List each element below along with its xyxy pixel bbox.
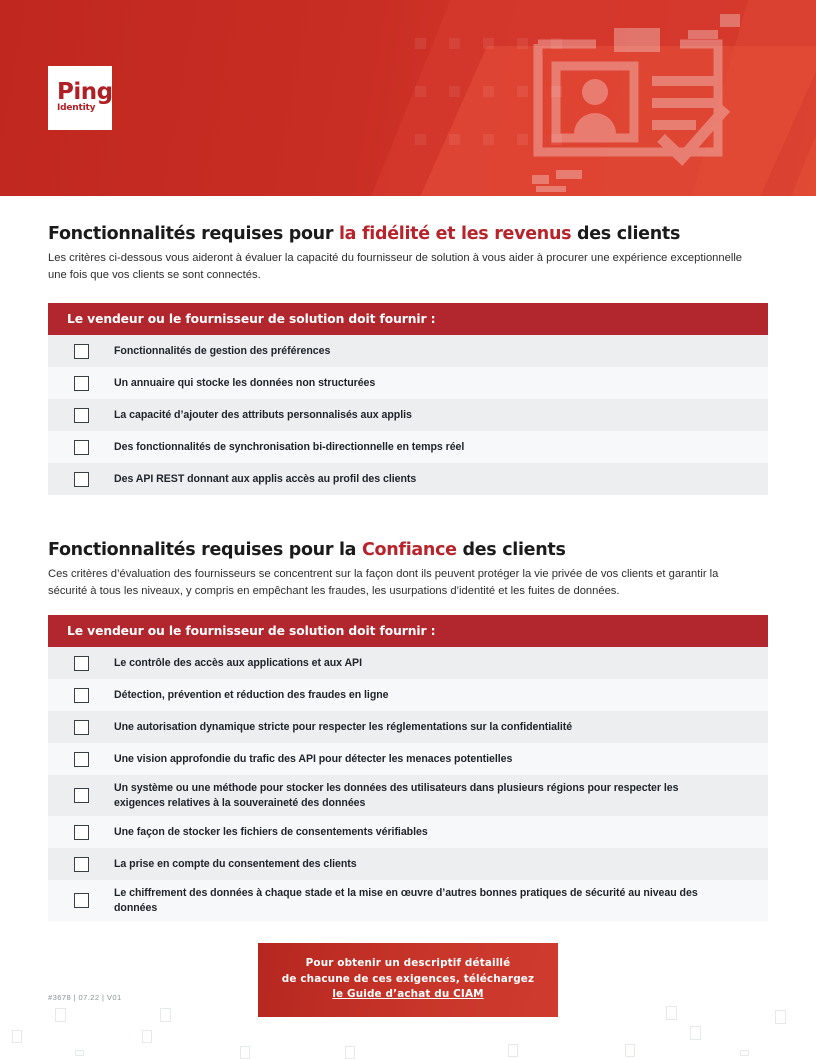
table-body-1: [48, 335, 768, 495]
decorative-square: [75, 1050, 84, 1056]
table-row[interactable]: [48, 367, 768, 399]
requirement-label: Une façon de stocker les fichiers de consentements vérifiables: [114, 825, 428, 838]
requirement-label: Détection, prévention et réduction des fraudes en ligne: [114, 688, 389, 701]
banner-dot: [415, 134, 426, 145]
checkbox-icon[interactable]: [74, 788, 89, 803]
ciam-guide-link[interactable]: le Guide d’achat du CIAM: [332, 988, 484, 1000]
checkbox-icon[interactable]: [74, 472, 89, 487]
table-row[interactable]: [48, 775, 768, 816]
section-heading: [48, 223, 768, 245]
checkbox-cell[interactable]: [48, 344, 114, 359]
table-header-1: Le vendeur ou le fournisseur de solution doit fournir :: [48, 303, 768, 335]
checkbox-cell[interactable]: [48, 688, 114, 703]
cta-line-1: Pour obtenir un descriptif détaillé: [305, 957, 511, 969]
table-row[interactable]: [48, 431, 768, 463]
section-heading-post: des clients: [456, 540, 566, 560]
table-row[interactable]: [48, 711, 768, 743]
banner-dot: [517, 86, 528, 97]
checkbox-icon[interactable]: [74, 720, 89, 735]
banner-dot: [483, 86, 494, 97]
banner-dot: [483, 134, 494, 145]
section-heading: [48, 539, 768, 561]
requirements-table-1: [48, 303, 768, 495]
requirement-label: Un système ou une méthode pour stocker les données des utilisateurs dans plusieurs régions pour respecter les exigences relatives à la souveraineté des données: [114, 782, 679, 809]
ping-identity-logo: [48, 66, 112, 130]
section-heading-post: des clients: [571, 224, 681, 244]
table-row[interactable]: [48, 880, 768, 921]
requirement-label: Le chiffrement des données à chaque stade et la mise en œuvre d’autres bonnes pratiques de sécurité au niveau des données: [114, 887, 698, 914]
document-code: #3678 | 07.22 | V01: [48, 993, 122, 1002]
decorative-square: [625, 1044, 635, 1057]
section-description: Les critères ci-dessous vous aideront à évaluer la capacité du fournisseur de solution à vous aider à procurer une expérience exceptionnelle une fois que vos clients se sont connectés.: [48, 252, 743, 281]
logo-wordmark: Ping: [57, 79, 113, 105]
checkbox-cell[interactable]: [48, 825, 114, 840]
checkbox-icon[interactable]: [74, 344, 89, 359]
logo-subwordmark: Identity: [57, 103, 96, 113]
checkbox-icon[interactable]: [74, 825, 89, 840]
section-loyalty-revenue: [48, 223, 768, 495]
banner-dot: [449, 134, 460, 145]
table-row[interactable]: [48, 335, 768, 367]
requirement-label: La capacité d’ajouter des attributs personnalisés aux applis: [114, 408, 412, 421]
cta-box[interactable]: [258, 943, 558, 1017]
requirement-label: Une vision approfondie du trafic des API pour détecter les menaces potentielles: [114, 752, 513, 765]
section-description: Ces critères d’évaluation des fournisseurs se concentrent sur la façon dont ils peuvent protéger la vie privée de vos clients et garantir la sécurité à tous les niveaux, y compris en empêchant les fraudes, les usurpations d’identité et les fuites de données.: [48, 568, 719, 597]
banner-dot: [449, 86, 460, 97]
cta-line-2: de chacune de ces exigences, téléchargez: [281, 972, 535, 985]
checkbox-cell[interactable]: [48, 472, 114, 487]
banner-dot: [415, 38, 426, 49]
checkbox-cell[interactable]: [48, 788, 114, 803]
decorative-square: [142, 1030, 152, 1043]
header-banner: [0, 0, 816, 196]
table-row[interactable]: [48, 816, 768, 848]
table-row[interactable]: [48, 463, 768, 495]
checkbox-cell[interactable]: [48, 720, 114, 735]
requirement-label: Le contrôle des accès aux applications et aux API: [114, 656, 362, 669]
requirement-label: Des fonctionnalités de synchronisation bi-directionnelle en temps réel: [114, 440, 465, 453]
checkbox-icon[interactable]: [74, 376, 89, 391]
requirement-label: Fonctionnalités de gestion des préférences: [114, 344, 331, 357]
section-heading-highlight: la fidélité et les revenus: [338, 224, 572, 244]
checkbox-cell[interactable]: [48, 893, 114, 908]
checkbox-icon[interactable]: [74, 408, 89, 423]
table-row[interactable]: [48, 647, 768, 679]
table-row[interactable]: [48, 399, 768, 431]
checkbox-cell[interactable]: [48, 857, 114, 872]
checkbox-icon[interactable]: [74, 440, 89, 455]
requirement-label: Un annuaire qui stocke les données non structurées: [114, 376, 376, 389]
section-heading-pre: Fonctionnalités requises pour: [48, 224, 339, 244]
checkbox-icon[interactable]: [74, 688, 89, 703]
requirements-table-2: [48, 615, 768, 921]
id-card-check-icon: [530, 12, 798, 192]
decorative-square: [12, 1030, 22, 1043]
decorative-square: [740, 1050, 749, 1056]
decorative-square: [345, 1046, 355, 1059]
requirement-label: La prise en compte du consentement des clients: [114, 857, 357, 870]
section-heading-highlight: Confiance: [361, 540, 457, 560]
decorative-square: [690, 1026, 701, 1040]
section-heading-pre: Fonctionnalités requises pour la: [48, 540, 362, 560]
table-row[interactable]: [48, 848, 768, 880]
banner-dot: [483, 38, 494, 49]
table-header-2: Le vendeur ou le fournisseur de solution doit fournir :: [48, 615, 768, 647]
banner-dot: [415, 86, 426, 97]
requirement-label: Une autorisation dynamique stricte pour respecter les réglementations sur la confidentialité: [114, 720, 573, 733]
section-trust: [48, 539, 768, 921]
checkbox-cell[interactable]: [48, 376, 114, 391]
page-content: [0, 223, 816, 1017]
table-row[interactable]: [48, 679, 768, 711]
checkbox-cell[interactable]: [48, 408, 114, 423]
requirement-label: Des API REST donnant aux applis accès au profil des clients: [114, 472, 417, 485]
checkbox-icon[interactable]: [74, 857, 89, 872]
table-body-2: [48, 647, 768, 921]
checkbox-cell[interactable]: [48, 752, 114, 767]
decorative-square: [508, 1044, 518, 1057]
banner-dot: [449, 38, 460, 49]
decorative-square: [240, 1046, 250, 1059]
checkbox-cell[interactable]: [48, 440, 114, 455]
banner-dot: [517, 134, 528, 145]
checkbox-cell[interactable]: [48, 656, 114, 671]
banner-dot: [517, 38, 528, 49]
cta-container: [48, 943, 768, 1017]
checkbox-icon[interactable]: [74, 893, 89, 908]
checkbox-icon[interactable]: [74, 752, 89, 767]
checkbox-icon[interactable]: [74, 656, 89, 671]
table-row[interactable]: [48, 743, 768, 775]
